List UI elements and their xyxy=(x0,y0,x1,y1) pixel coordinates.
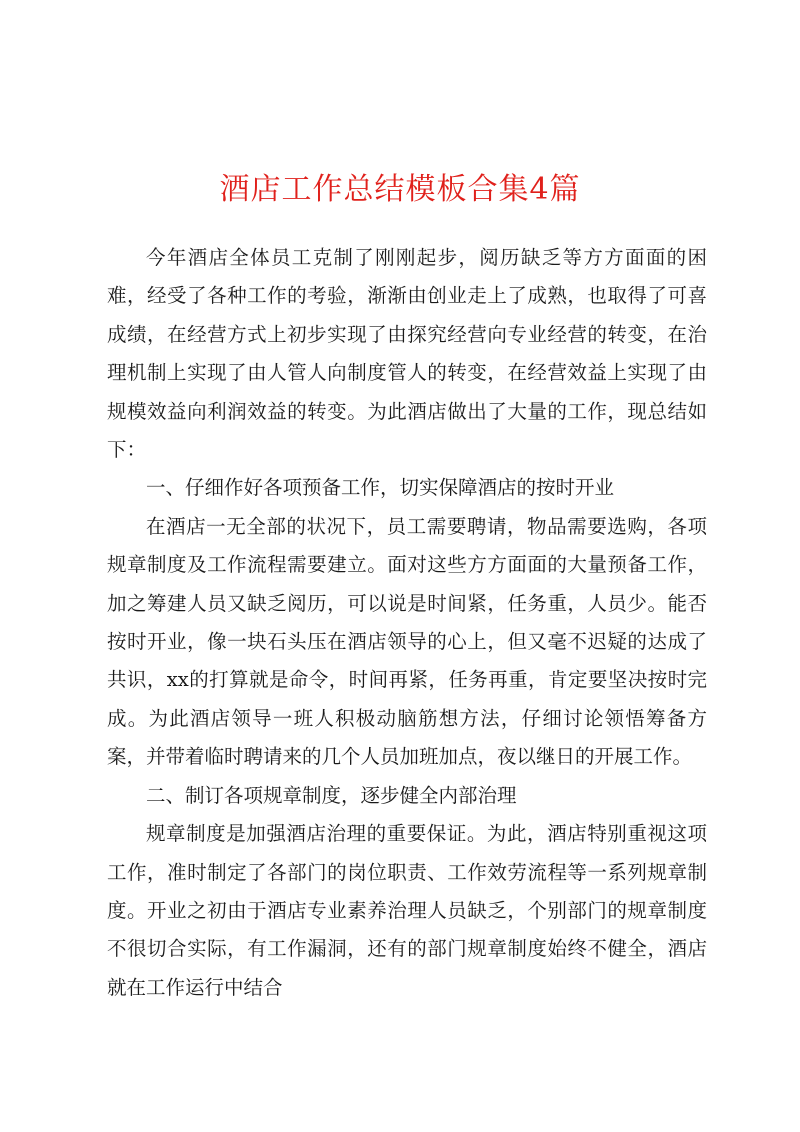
section-heading-2: 二、制订各项规章制度，逐步健全内部治理 xyxy=(146,783,517,807)
document-body xyxy=(107,239,707,1007)
paragraph-section-1: 在酒店一无全部的状况下，员工需要聘请，物品需要选购，各项规章制度及工作流程需要建立。面对这些方方面面的大量预备工作，加之筹建人员又缺乏阅历，可以说是时间紧，任务重，人员少。能否按时开业，像一块石头压在酒店领导的心上，但又毫不迟疑的达成了共识，xx的打算就是命令，时间再紧，任务再重，肯定要坚决按时完成。为此酒店领导一班人积极动脑筋想方法，仔细讨论领悟筹备方案，并带着临时聘请来的几个人员加班加点，夜以继日的开展工作。 xyxy=(107,514,707,769)
document-title: 酒店工作总结模板合集4篇 xyxy=(219,172,581,207)
section-heading-1: 一、仔细作好各项预备工作，切实保障酒店的按时开业 xyxy=(146,476,615,500)
paragraph-intro: 今年酒店全体员工克制了刚刚起步，阅历缺乏等方方面面的困难，经受了各种工作的考验，渐渐由创业走上了成熟，也取得了可喜成绩，在经营方式上初步实现了由探究经营向专业经营的转变，在治理机制上实现了由人管人向制度管人的转变，在经营效益上实现了由规模效益向利润效益的转变。为此酒店做出了大量的工作，现总结如下： xyxy=(107,246,707,462)
paragraph-section-2: 规章制度是加强酒店治理的重要保证。为此，酒店特别重视这项工作，准时制定了各部门的岗位职责、工作效劳流程等一系列规章制度。开业之初由于酒店专业素养治理人员缺乏，个别部门的规章制度不很切合实际，有工作漏洞，还有的部门规章制度始终不健全，酒店就在工作运行中结合 xyxy=(107,822,707,999)
